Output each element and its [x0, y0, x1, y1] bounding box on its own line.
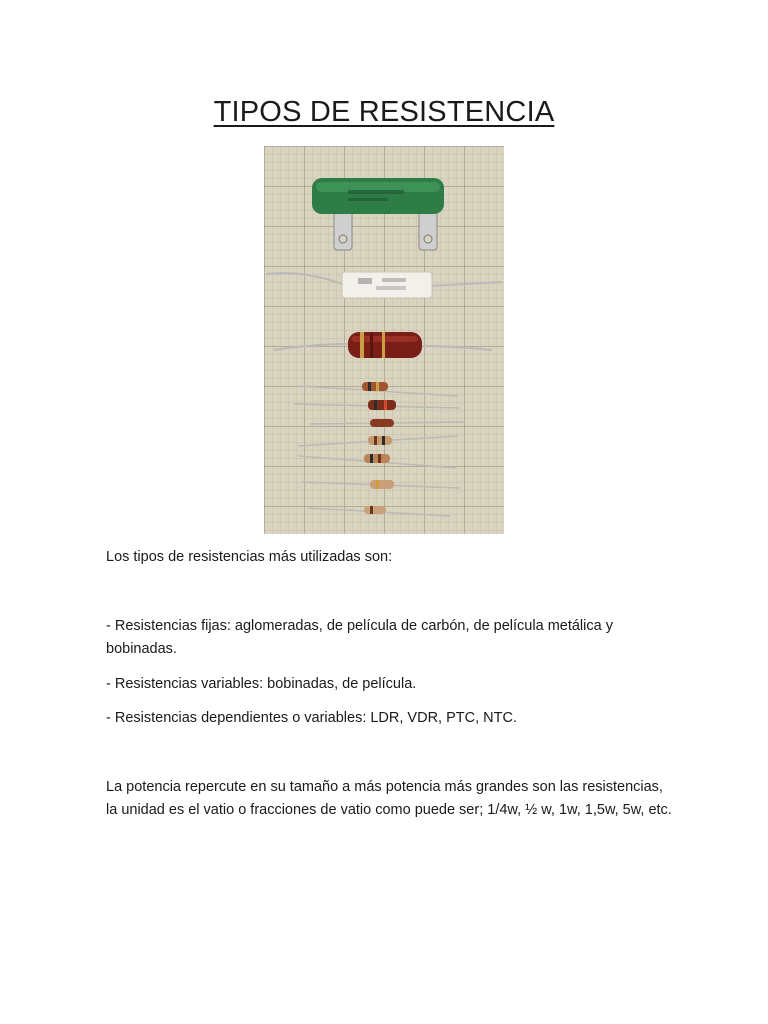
small-resistors-image [294, 382, 464, 516]
list-item-fixed-resistors: - Resistencias fijas: aglomeradas, de película de carbón, de película metálica y bobinadas. [106, 618, 613, 657]
list-item-variable-resistors: - Resistencias variables: bobinadas, de película. [106, 676, 417, 692]
power-paragraph: La potencia repercute en su tamaño a más potencia más grandes son las resistencias, la unidad es el vatio o fracciones de vatio como puede ser; 1/4w, ½ w, 1w, 1,5w, 5w, etc. [106, 779, 672, 818]
intro-text: Los tipos de resistencias más utilizadas son: [106, 549, 393, 565]
resistors-photo [264, 146, 504, 534]
page-title: TIPOS DE RESISTENCIA [213, 96, 555, 128]
wirewound-resistor-image [312, 178, 444, 250]
ceramic-resistor-image [266, 272, 502, 298]
list-item-dependent-resistors: - Resistencias dependientes o variables: LDR, VDR, PTC, NTC. [106, 710, 517, 726]
power-resistor-image [274, 332, 492, 358]
